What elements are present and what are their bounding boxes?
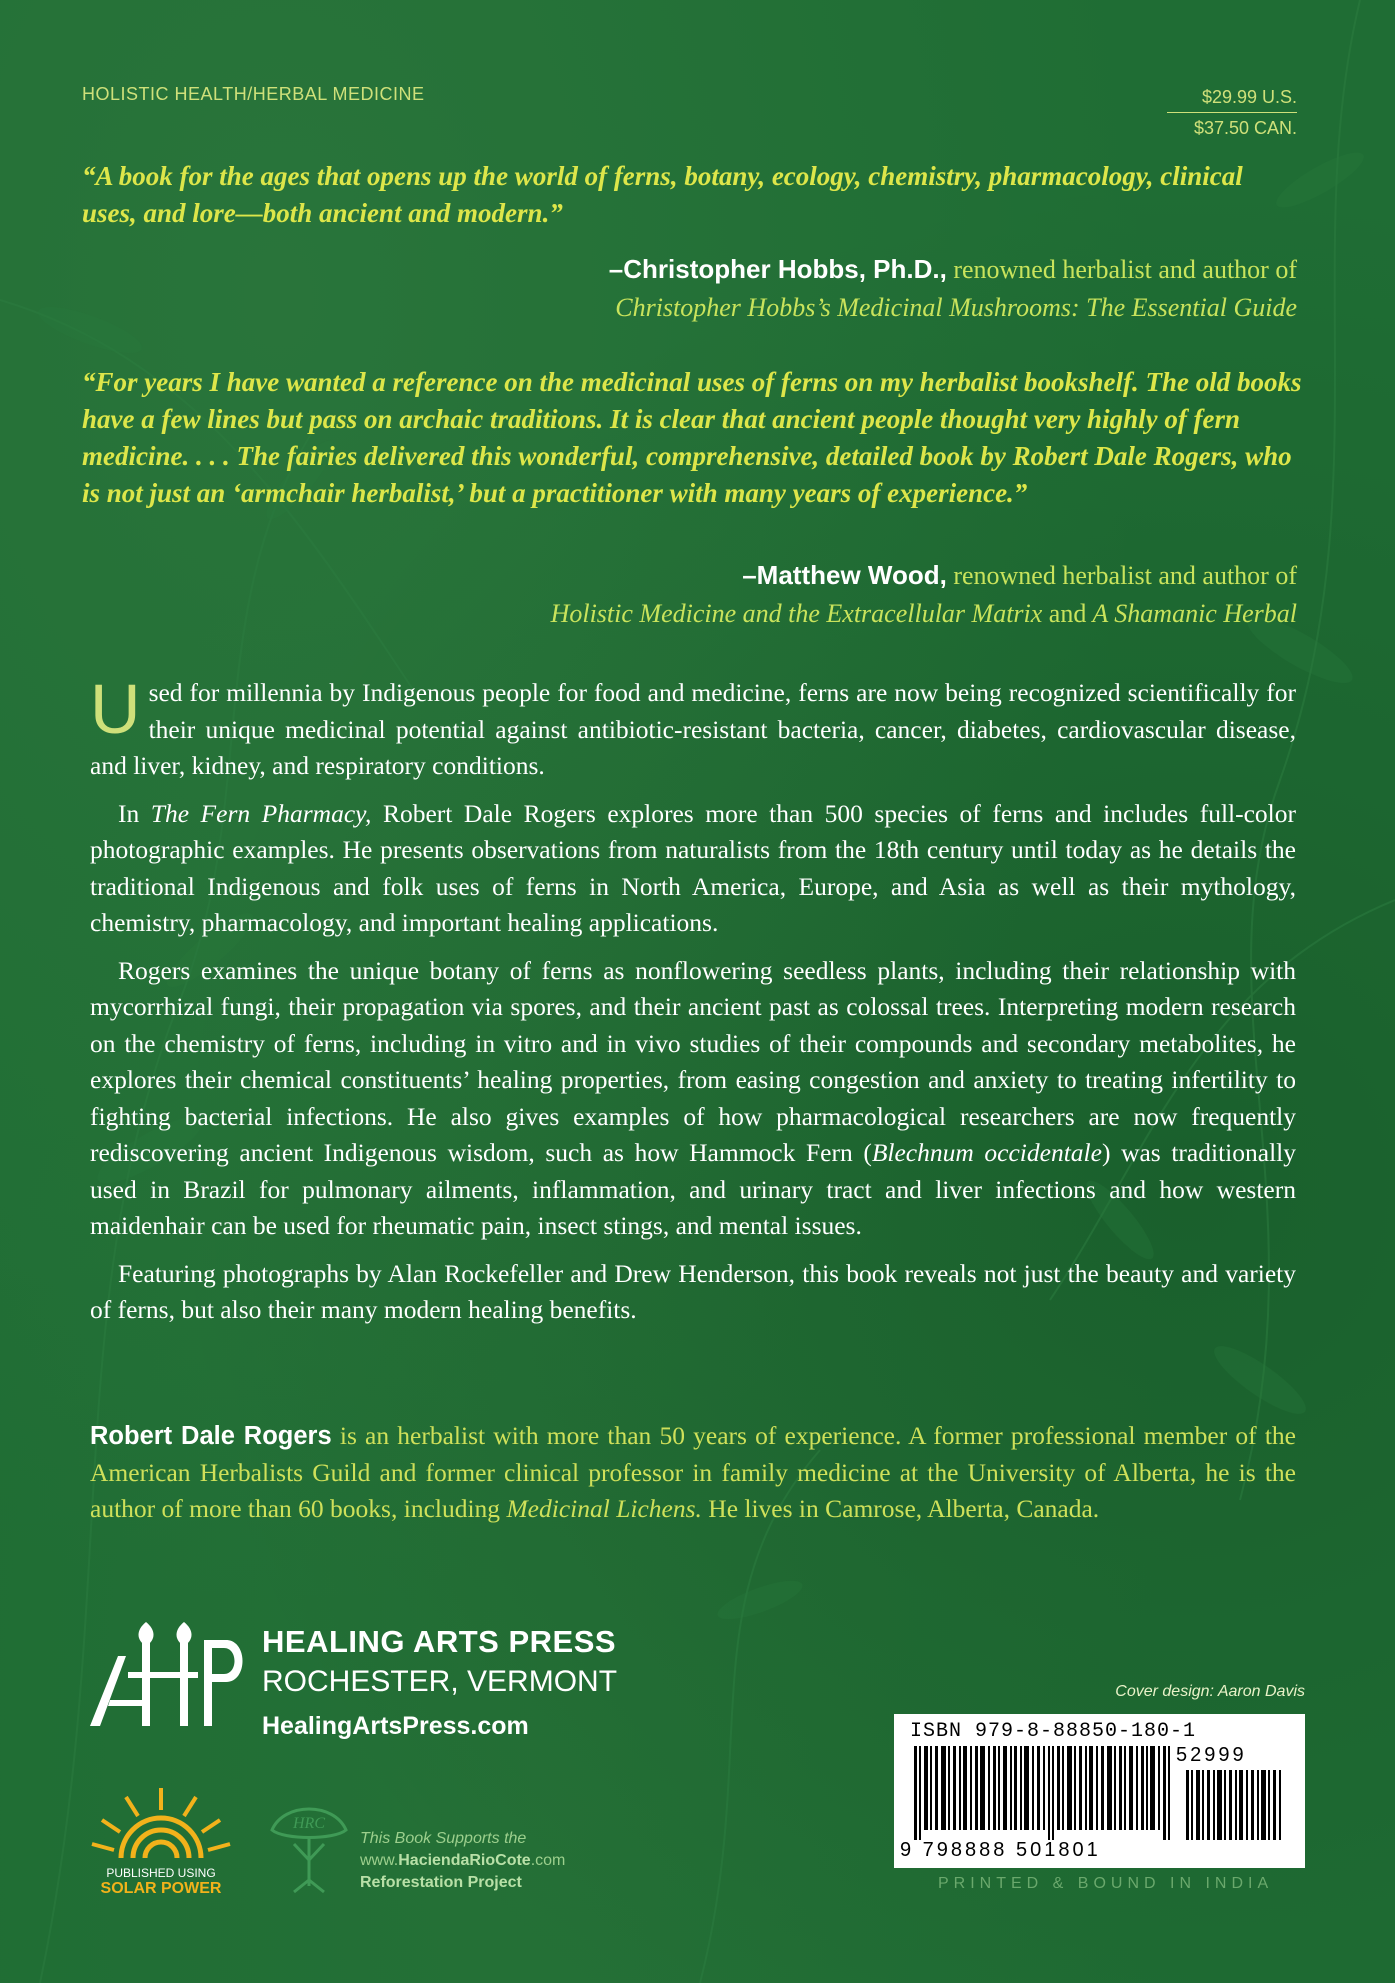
quote-2-book-1: Holistic Medicine and the Extracellular Matrix <box>550 599 1043 628</box>
price-block <box>1167 82 1297 143</box>
author-bio <box>90 1418 1296 1528</box>
species-name: Blechnum occidentale <box>871 1138 1102 1167</box>
hrc-url[interactable] <box>360 1850 620 1872</box>
reforestation-notice <box>360 1828 620 1894</box>
quote-2-and: and <box>1048 599 1087 628</box>
tree-icon <box>264 1800 354 1900</box>
hrc-url-prefix: www. <box>360 1852 399 1869</box>
quote-2-book-2: A Shamanic Herbal <box>1092 599 1297 628</box>
isbn-text: ISBN 979-8-88850-180-1 <box>910 1720 1197 1743</box>
description-paragraph-2 <box>90 796 1296 942</box>
healing-arts-press-logo <box>88 1620 248 1730</box>
quote-1-book: Christopher Hobbs’s Medicinal Mushrooms: The Essential Guide <box>615 293 1297 322</box>
hrc-url-suffix: .com <box>530 1852 566 1869</box>
barcode-price-code: 52999 <box>1176 1744 1247 1766</box>
sun-icon <box>86 1780 236 1866</box>
description <box>90 670 1296 1340</box>
paragraph-3-text-a: Rogers examines the unique botany of ferns as nonflowering seedless plants, including their relationship with mycorrhizal fungi, their propagation via spores, and their ancient past as colossal trees. Interpreting modern research on the chemistry of ferns, including in vitro and in vivo studies of their compounds and secondary metabolites, he explores their chemical constituents’ healing properties, from easing congestion and anxiety to treating infertility to fighting bacterial infections. He also gives examples of how pharmacological researchers are now frequently rediscovering ancient Indigenous wisdom, such as how Hammock Fern ( <box>90 955 1296 1167</box>
hrc-line-3: Reforestation Project <box>360 1874 522 1891</box>
quote-1-role: renowned herbalist and author of <box>953 255 1297 284</box>
publisher-url[interactable]: HealingArtsPress.com <box>262 1712 529 1740</box>
quote-2-role: renowned herbalist and author of <box>953 561 1297 590</box>
solar-line-1: PUBLISHED USING <box>106 1866 216 1880</box>
hrc-url-domain: HaciendaRioCote <box>398 1852 531 1869</box>
description-paragraph-3 <box>90 953 1296 1245</box>
price-can: $37.50 CAN. <box>1193 118 1297 138</box>
cover-credit: Cover design: Aaron Davis <box>1115 1683 1305 1700</box>
hrc-logo-text: HRC <box>293 1815 325 1832</box>
paragraph-1-text: sed for millennia by Indigenous people for food and medicine, ferns are now being recognized scientifically for their unique medicinal potential against antibiotic-resistant bacteria, cancer, diabetes, cardiovascular disease, and liver, kidney, and respiratory conditions. <box>90 678 1296 780</box>
author-name: Robert Dale Rogers <box>90 1422 332 1450</box>
drop-cap: U <box>90 670 141 748</box>
isbn-barcode <box>894 1714 1305 1868</box>
book-title: The Fern Pharmacy, <box>150 798 372 828</box>
publisher-info <box>262 1622 617 1746</box>
bio-text-b: He lives in Camrose, Alberta, Canada. <box>708 1494 1100 1523</box>
price-us: $29.99 U.S. <box>1167 82 1297 113</box>
quote-2-author: –Matthew Wood, <box>742 560 947 590</box>
paragraph-3-text-b: ) was traditionally used in Brazil for pulmonary ailments, inflammation, and urinary tract and liver infections and how western maidenhair can be used for rheumatic pain, insect stings, and mental issues. <box>90 1138 1296 1240</box>
quote-1-author: –Christopher Hobbs, Ph.D., <box>608 254 947 284</box>
bio-text-a: is an herbalist with more than 50 years of experience. A former professional member of the American Herbalists Guild and former clinical professor in family medicine at the University of Alberta, he is the author of more than 60 books, including <box>90 1421 1296 1523</box>
quote-2-books <box>197 595 1297 633</box>
description-paragraph-4: Featuring photographs by Alan Rockefeller and Drew Henderson, this book reveals not just the beauty and variety of ferns, but also their many modern healing benefits. <box>90 1258 1296 1324</box>
quote-1-attribution <box>197 250 1297 327</box>
description-paragraph-1 <box>90 670 1296 785</box>
publisher-location: ROCHESTER, VERMONT <box>262 1665 618 1698</box>
publisher-name: HEALING ARTS PRESS <box>262 1624 617 1659</box>
quote-2: “For years I have wanted a reference on the medicinal uses of ferns on my herbalist bookshelf. The old books have a few lines but pass on archaic traditions. It is clear that ancient people thought very highly of fern medicine. . . . The fairies delivered this wonderful, comprehensive, detailed book by Robert Dale Rogers, who is not just an ‘armchair herbalist,’ but a practitioner with many years of experience.” <box>82 367 1302 508</box>
hrc-line-1: This Book Supports the <box>360 1830 527 1847</box>
solar-power-label <box>86 1866 236 1898</box>
solar-line-2: SOLAR POWER <box>100 1880 222 1897</box>
quote-2-attribution <box>197 556 1297 633</box>
paragraph-2-lead: In <box>118 798 140 828</box>
printed-notice: PRINTED & BOUND IN INDIA <box>938 1875 1274 1892</box>
barcode-number: 9 798888 501801 <box>900 1839 1101 1861</box>
paragraph-2-text: Robert Dale Rogers explores more than 500 species of ferns and includes full-color photographic examples. He presents observations from naturalists from the 18th century until today as he details the traditional Indigenous and folk uses of ferns in North America, Europe, and Asia as well as their mythology, chemistry, pharmacology, and important healing applications. <box>90 798 1296 937</box>
category-label: HOLISTIC HEALTH/HERBAL MEDICINE <box>82 84 425 104</box>
bio-book: Medicinal Lichens. <box>506 1494 702 1523</box>
quote-1: “A book for the ages that opens up the world of ferns, botany, ecology, chemistry, pharmacology, clinical uses, and lore—both ancient and modern.” <box>82 161 1243 228</box>
